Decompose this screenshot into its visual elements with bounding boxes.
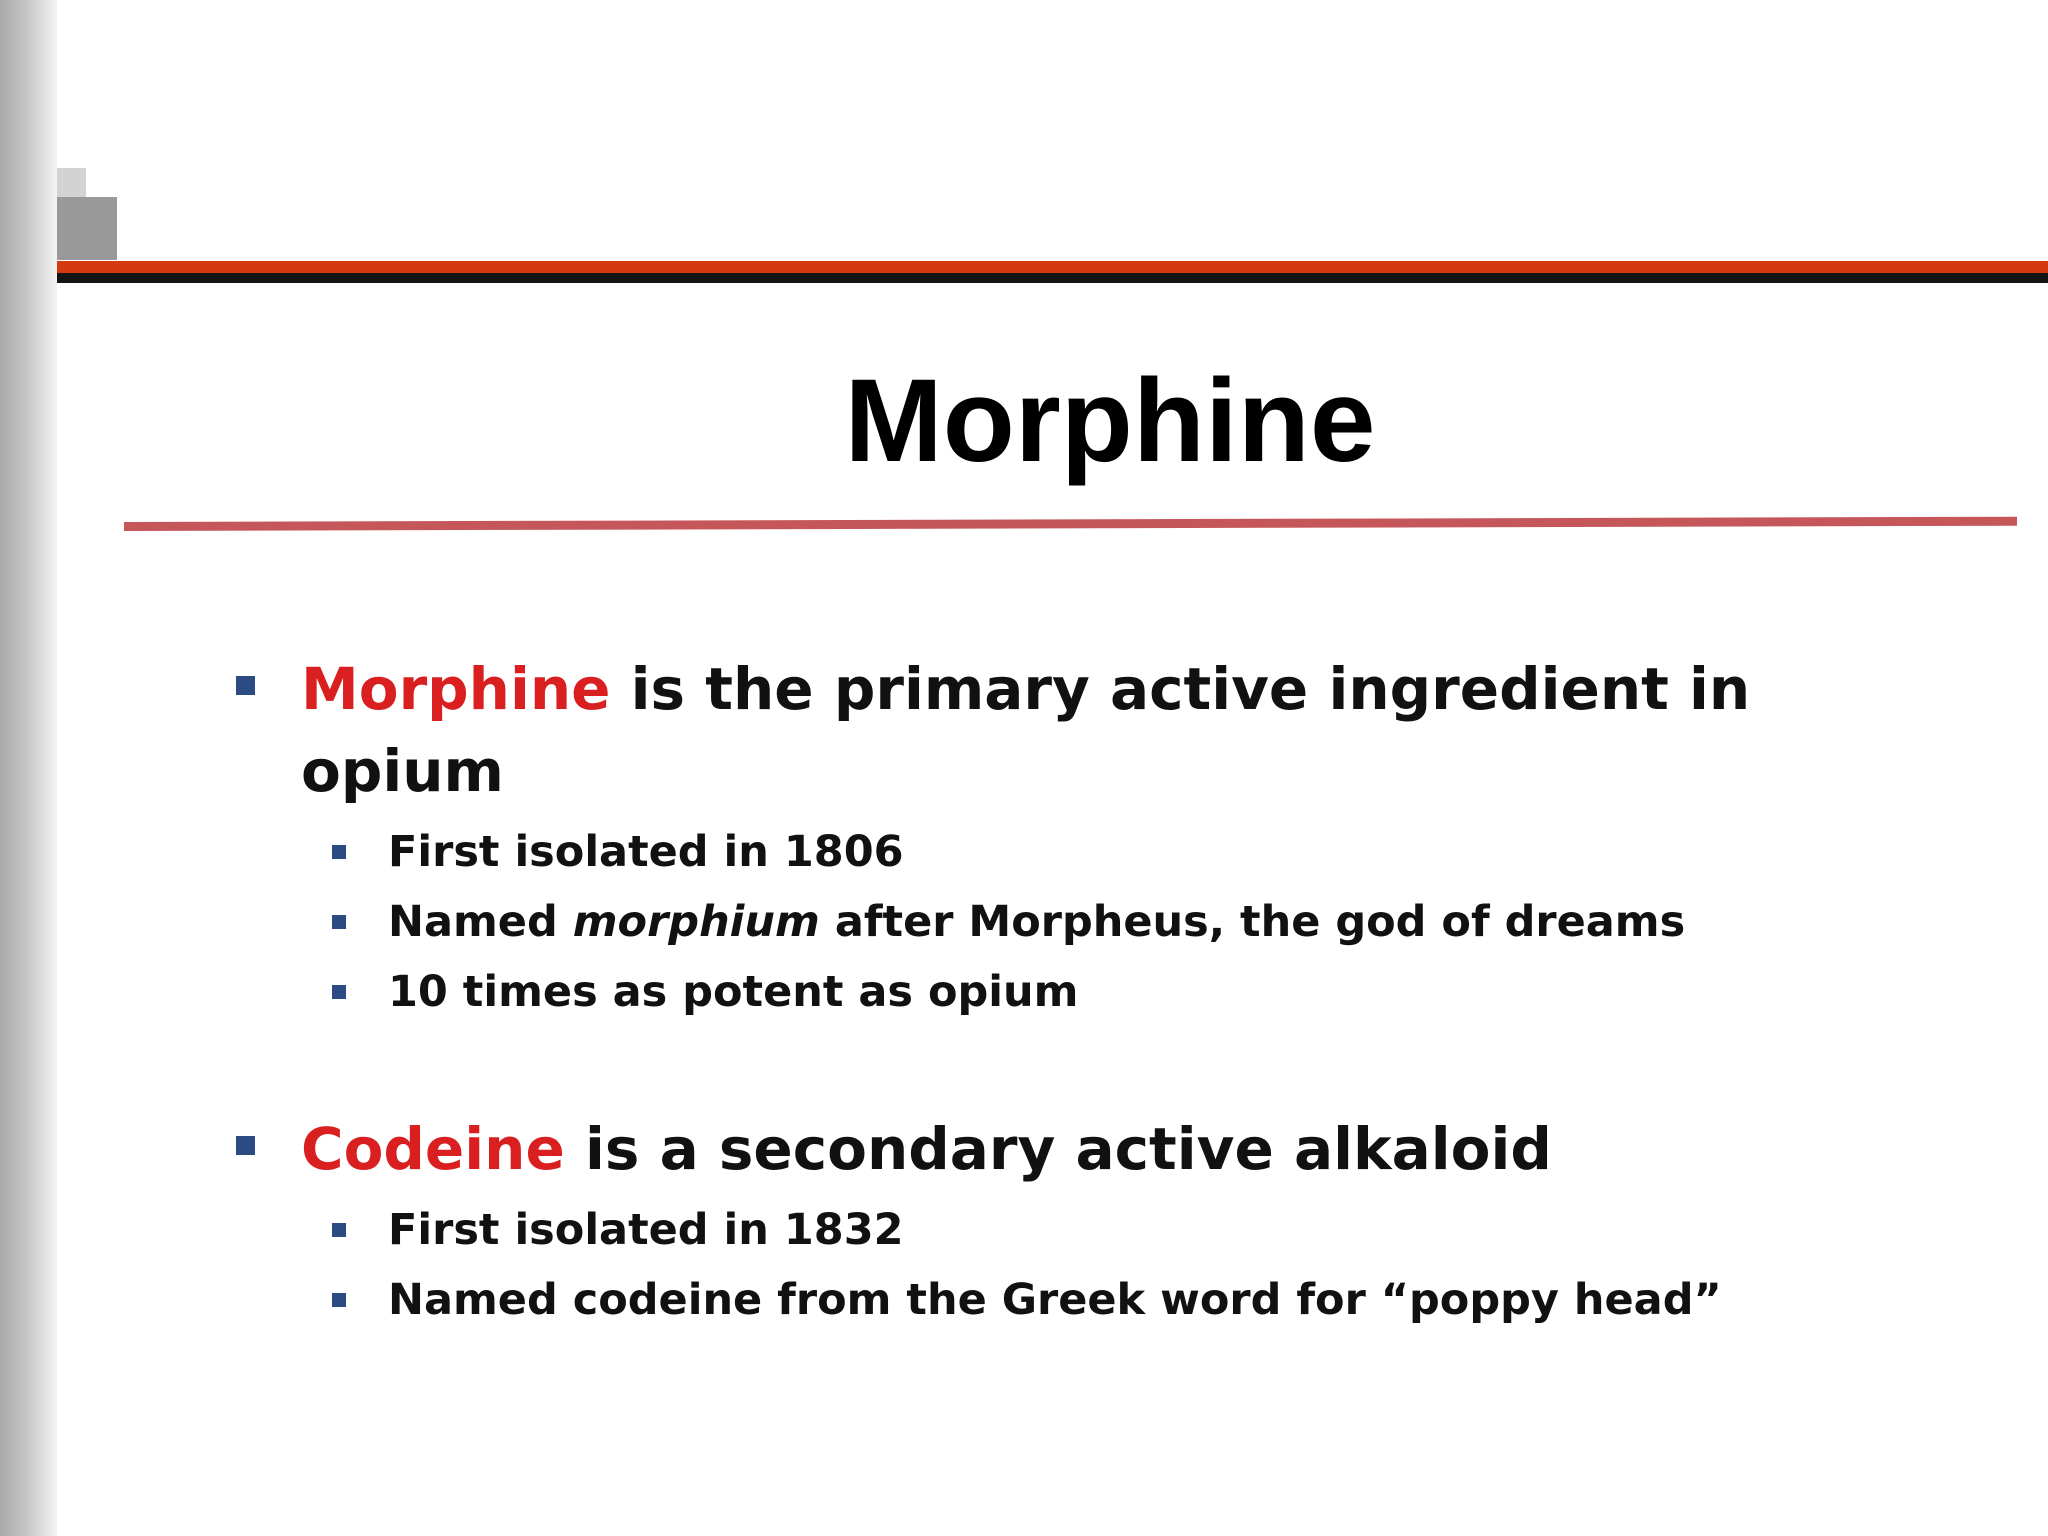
- sub-bullet-isolated-1806: First isolated in 1806: [388, 827, 904, 877]
- italic-morphium: morphium: [572, 897, 820, 947]
- decor-square-small: [57, 168, 86, 197]
- title-underline: [124, 517, 2017, 531]
- decor-square-large: [57, 197, 117, 260]
- sub-bullet-square-icon: [332, 845, 346, 859]
- sub-bullet-square-icon: [332, 985, 346, 999]
- sub-bullet-text: Named: [388, 897, 573, 947]
- sub-bullet-square-icon: [332, 1293, 346, 1307]
- bullet-main-continuation: opium: [301, 737, 504, 805]
- bullet-square-icon: [236, 1136, 255, 1155]
- left-gradient-bar: [0, 0, 57, 1536]
- top-rule-red: [57, 261, 2048, 273]
- sub-bullet-potency: 10 times as potent as opium: [388, 967, 1079, 1017]
- bullet-square-icon: [236, 676, 255, 695]
- sub-bullet-square-icon: [332, 1223, 346, 1237]
- bullet-main-morphine: [301, 648, 1901, 730]
- sub-bullet-text: after Morpheus, the god of dreams: [819, 897, 1686, 947]
- bullet-main-text: is a secondary active alkaloid: [564, 1115, 1552, 1183]
- sub-bullet-square-icon: [332, 915, 346, 929]
- bullet-main-codeine: [301, 1108, 1901, 1190]
- sub-bullet-named-codeine: Named codeine from the Greek word for “poppy head”: [388, 1275, 1722, 1325]
- highlight-codeine: Codeine: [301, 1115, 565, 1183]
- sub-bullet-named-morphium: [388, 894, 1685, 950]
- highlight-morphine: Morphine: [301, 655, 611, 723]
- top-rule-black: [57, 273, 2048, 283]
- sub-bullet-isolated-1832: First isolated in 1832: [388, 1205, 904, 1255]
- bullet-main-text: is the primary active ingredient in: [610, 655, 1751, 723]
- slide-title: Morphine: [844, 355, 1376, 487]
